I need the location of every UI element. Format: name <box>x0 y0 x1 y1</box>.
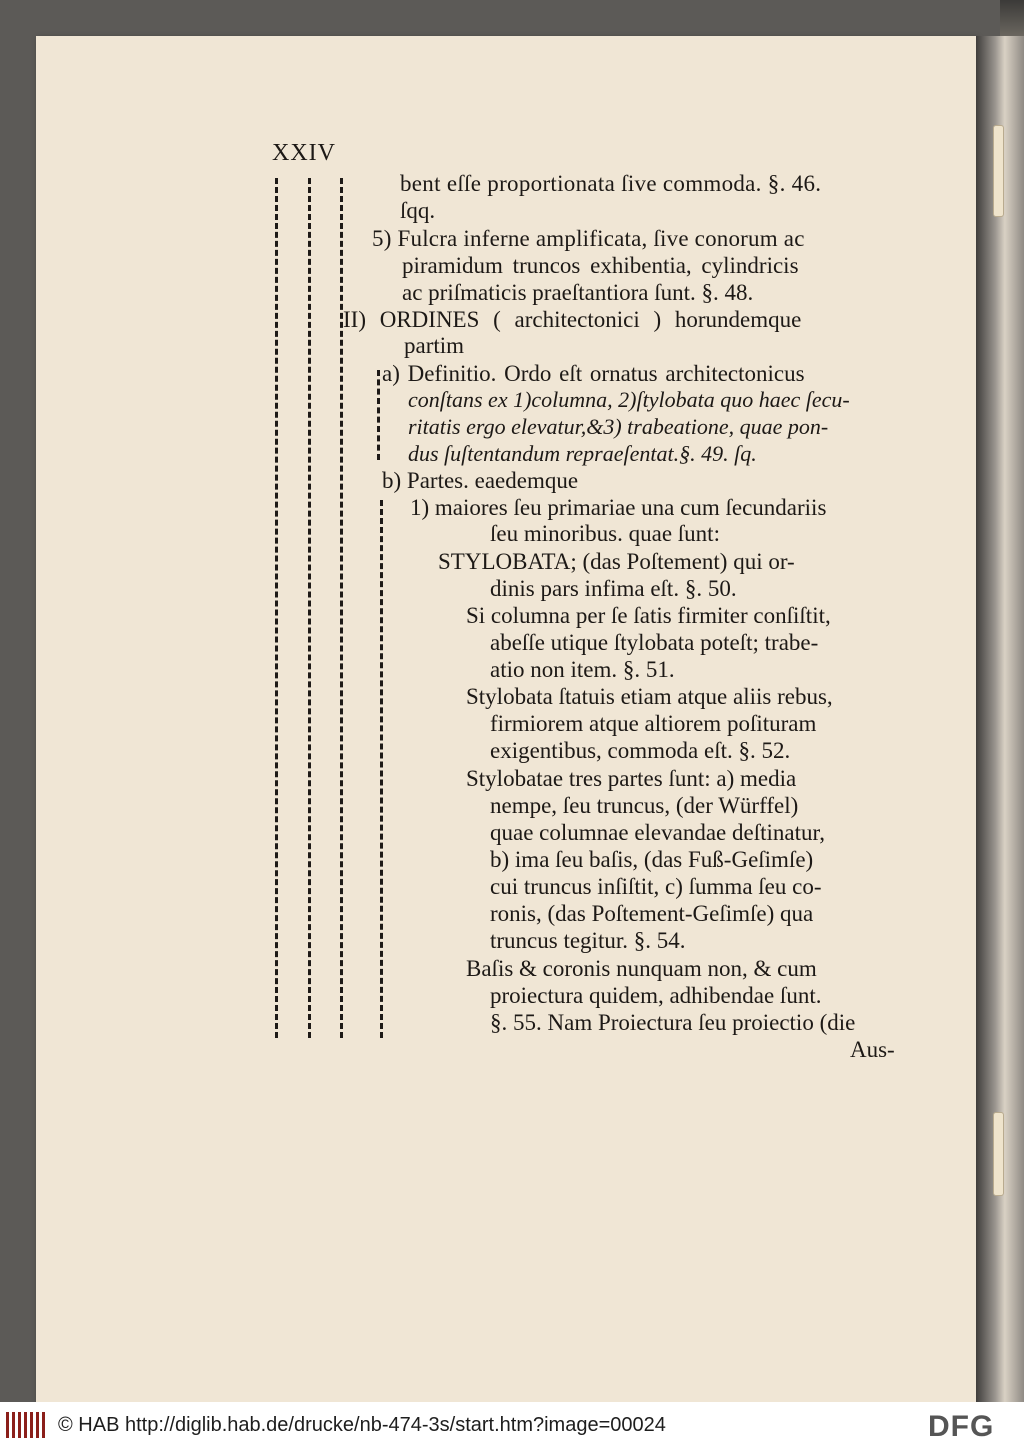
footer-bar <box>0 1402 1024 1448</box>
text-line: conſtans ex 1)columna, 2)ſtylobata quo haec ſecu- <box>408 387 850 412</box>
copyright-link[interactable]: © HAB http://diglib.hab.de/drucke/nb-474-3s/start.htm?image=00024 <box>58 1414 666 1436</box>
text-line: dinis pars infima eſt. §. 50. <box>490 576 737 601</box>
text-line: bent eſſe proportionata ſive commoda. §. 46. <box>400 171 822 196</box>
text-line: abeſſe utique ſtylobata poteſt; trabe- <box>490 630 819 655</box>
text-line: Si columna per ſe ſatis firmiter conſiſtit, <box>466 603 831 628</box>
scan-background-top <box>1000 0 1024 36</box>
text-line: quae columnae elevandae deſtinatur, <box>490 820 825 845</box>
text-line: 5) Fulcra inferne amplificata, ſive conorum ac <box>372 226 805 251</box>
text-line: ritatis ergo elevatur,&3) trabeatione, quae pon- <box>408 414 829 439</box>
text-line: proiectura quidem, adhibendae ſunt. <box>490 983 822 1008</box>
text-line: nempe, ſeu truncus, (der Würffel) <box>490 793 799 818</box>
text-line: §. 55. Nam Proiectura ſeu proiectio (die <box>490 1010 856 1035</box>
text-line: Stylobatae tres partes ſunt: a) media <box>466 766 797 791</box>
page-edge-strip <box>976 36 1024 1402</box>
text-line: firmiorem atque altiorem poſituram <box>490 711 817 736</box>
bracket-line <box>377 370 380 460</box>
bookmark-tab <box>993 125 1004 217</box>
text-line: piramidum truncos exhibentia, cylindricis <box>402 253 799 278</box>
text-line: b) ima ſeu baſis, (das Fuß-Geſimſe) <box>490 847 814 872</box>
bookmark-tab <box>993 1112 1004 1196</box>
text-line: 1) maiores ſeu primariae una cum ſecundariis <box>410 495 827 520</box>
bracket-line <box>380 500 383 1038</box>
text-line: b) Partes. eaedemque <box>382 468 579 493</box>
barcode-logo-icon <box>6 1412 46 1438</box>
text-line: ac priſmaticis praeſtantiora ſunt. §. 48. <box>402 280 754 305</box>
text-line: a) Definitio. Ordo eſt ornatus architectonicus <box>382 361 805 386</box>
text-line: ſeu minoribus. quae ſunt: <box>490 521 720 546</box>
text-line: dus ſuſtentandum repraeſentat.§. 49. ſq. <box>408 441 757 466</box>
text-line: II) ORDINES ( architectonici ) horundemque <box>343 307 802 332</box>
page-number: XXIV <box>272 140 336 166</box>
text-line: STYLOBATA; (das Poſtement) qui or- <box>438 549 795 574</box>
text-line: partim <box>404 333 465 358</box>
text-line: truncus tegitur. §. 54. <box>490 928 686 953</box>
text-line: Aus- <box>850 1037 895 1062</box>
text-line: atio non item. §. 51. <box>490 657 675 682</box>
text-line: ſqq. <box>400 198 436 223</box>
text-line: Stylobata ſtatuis etiam atque aliis rebus, <box>466 684 833 709</box>
text-line: ronis, (das Poſtement-Geſimſe) qua <box>490 901 814 926</box>
bracket-line <box>275 178 278 1038</box>
dfg-logo: DFG <box>928 1410 995 1443</box>
bracket-line <box>308 178 311 1038</box>
text-line: exigentibus, commoda eſt. §. 52. <box>490 738 791 763</box>
text-line: cui truncus inſiſtit, c) ſumma ſeu co- <box>490 874 822 899</box>
text-line: Baſis & coronis nunquam non, & cum <box>466 956 817 981</box>
